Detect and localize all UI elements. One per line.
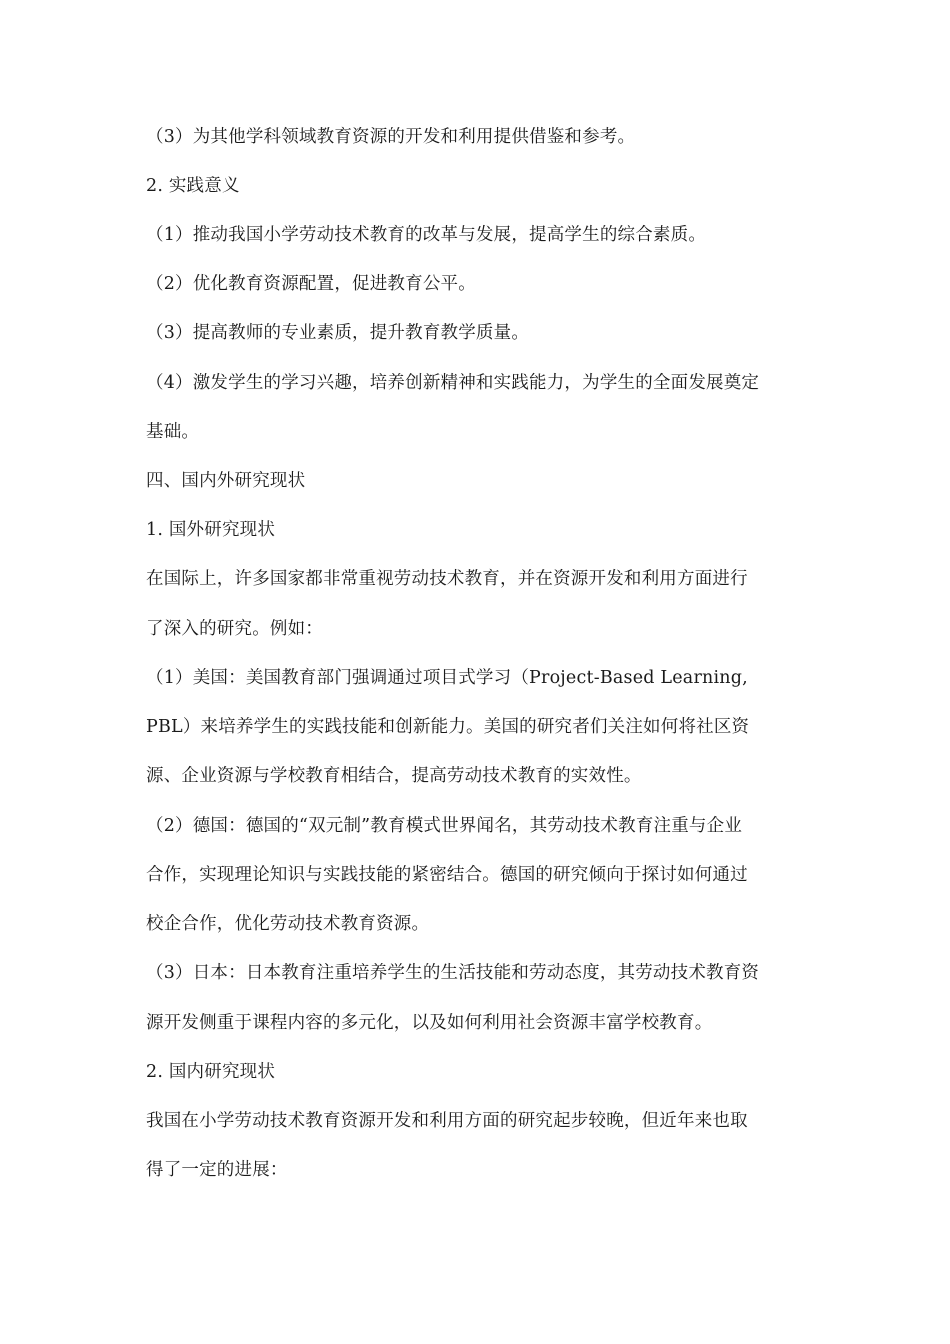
text-line: PBL）来培养学生的实践技能和创新能力。美国的研究者们关注如何将社区资: [146, 717, 750, 737]
text-line: （1）美国：美国教育部门强调通过项目式学习（Project-Based Learning,: [146, 668, 748, 688]
text-line: 得了一定的进展：: [146, 1160, 288, 1180]
section-heading: 四、国内外研究现状: [146, 471, 306, 491]
text-line: 基础。: [146, 422, 200, 442]
text-line: 在国际上，许多国家都非常重视劳动技术教育，并在资源开发和利用方面进行: [146, 569, 748, 589]
subheading: 2. 国内研究现状: [146, 1062, 276, 1082]
text-line: 源、企业资源与学校教育相结合，提高劳动技术教育的实效性。: [146, 766, 642, 786]
text-line: （3）为其他学科领域教育资源的开发和利用提供借鉴和参考。: [146, 127, 636, 147]
text-line: （2）优化教育资源配置，促进教育公平。: [146, 274, 476, 294]
text-line: 源开发侧重于课程内容的多元化，以及如何利用社会资源丰富学校教育。: [146, 1013, 713, 1033]
text-line: 我国在小学劳动技术教育资源开发和利用方面的研究起步较晚，但近年来也取: [146, 1111, 748, 1131]
text-line: （3）日本：日本教育注重培养学生的生活技能和劳动态度，其劳动技术教育资: [146, 963, 760, 983]
text-line: （3）提高教师的专业素质，提升教育教学质量。: [146, 323, 530, 343]
text-line: （2）德国：德国的“双元制”教育模式世界闻名，其劳动技术教育注重与企业: [146, 816, 743, 836]
subheading: 1. 国外研究现状: [146, 520, 276, 540]
subheading: 2. 实践意义: [146, 176, 240, 196]
text-line: 校企合作，优化劳动技术教育资源。: [146, 914, 430, 934]
text-line: 了深入的研究。例如：: [146, 619, 323, 639]
text-line: （1）推动我国小学劳动技术教育的改革与发展，提高学生的综合素质。: [146, 225, 707, 245]
text-line: 合作，实现理论知识与实践技能的紧密结合。德国的研究倾向于探讨如何通过: [146, 865, 748, 885]
text-line: （4）激发学生的学习兴趣，培养创新精神和实践能力，为学生的全面发展奠定: [146, 373, 760, 393]
